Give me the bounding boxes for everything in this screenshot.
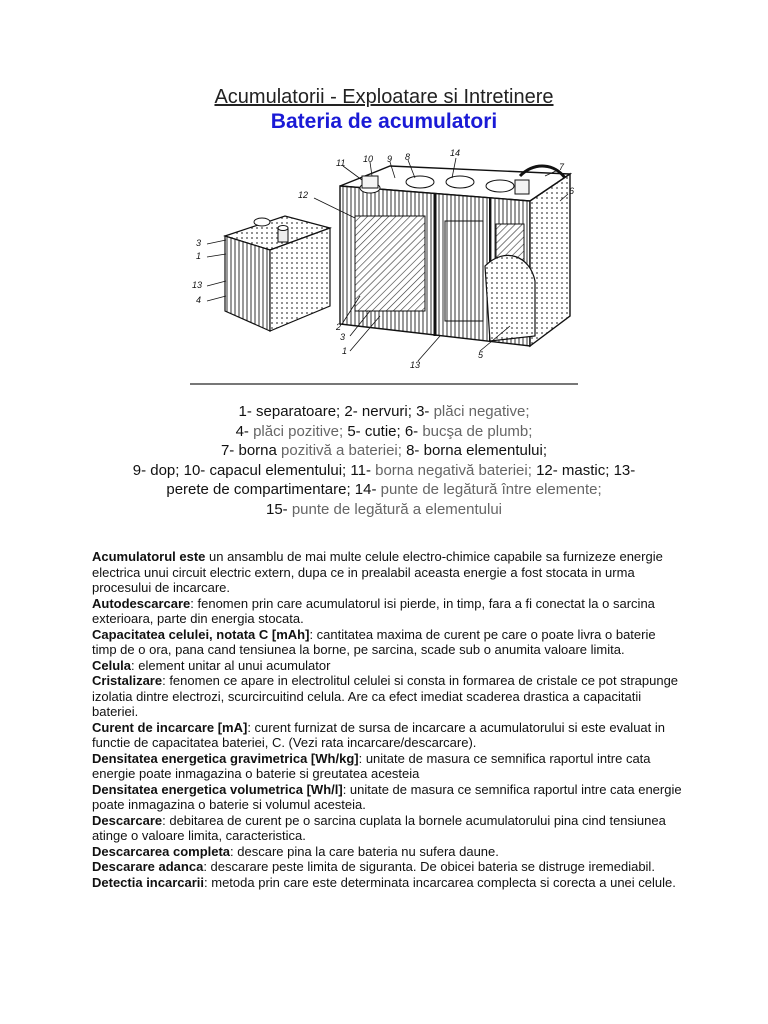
glossary-definition: : debitarea de curent pe o sarcina cuplata la bornele acumulatorului pina cind tensiunea atinge o valoare limita, caracteristica. [92, 812, 666, 843]
large-battery [340, 166, 570, 346]
glossary-entry [92, 673, 682, 720]
legend-segment: 7- borna [220, 442, 282, 459]
glossary-entry [92, 844, 682, 860]
glossary-definition: : element unitar al unui acumulator [131, 657, 331, 673]
glossary-definition: : cantitatea maxima de curent pe care o poate livra o baterie timp de o ora, pana cand tensiunea la borne, pe sarcina, scade sub o anumita valoare limita. [92, 626, 656, 657]
legend-segment: perete de compartimentare; 14- [166, 481, 381, 498]
glossary-term: Celula [92, 657, 132, 673]
legend-line [70, 441, 698, 461]
small-battery [225, 216, 330, 331]
glossary-definition: : descarare peste limita de siguranta. De obicei bateria se distruge iremediabil. [203, 859, 655, 874]
legend-line [70, 461, 698, 481]
glossary-entry [92, 658, 682, 674]
glossary [92, 549, 682, 890]
legend-line [70, 480, 698, 500]
legend-segment: borna negativă bateriei; [375, 461, 537, 479]
glossary-definition: : metoda prin care este determinata incarcarea complecta si corecta a unei celule. [204, 874, 676, 890]
callout-14: 14 [450, 148, 461, 158]
callout-2-bottom: 2 [336, 322, 342, 332]
callout-12: 12 [298, 190, 309, 200]
callout-8: 8 [405, 152, 411, 162]
glossary-entry [92, 596, 682, 627]
legend-line [70, 402, 698, 422]
legend-segment: bucşa de plumb; [422, 422, 533, 440]
glossary-definition: : unitate de masura ce semnifica raportul intre cata energie poate inmagazina o baterie si volumul acesteia. [92, 781, 682, 812]
legend-segment: 15- [265, 500, 292, 518]
glossary-definition: : descare pina la care bateria nu sufera daune. [230, 843, 499, 859]
callout-3-left: 3 [196, 238, 202, 248]
callout-13-bottom: 13 [410, 360, 421, 370]
glossary-term: Detectia incarcarii [92, 874, 205, 890]
glossary-definition: : curent furnizat de sursa de incarcare a acumulatorului si este evaluat in functie de capacitatea bateriei, C. (Vezi rata incarcare/descarcare). [92, 719, 665, 750]
callout-10: 10 [363, 154, 374, 164]
glossary-entry [92, 549, 682, 596]
legend-segment: punte de legătură a elementului [291, 500, 502, 518]
callout-7: 7 [559, 162, 565, 172]
callout-3-bottom: 3 [340, 332, 346, 342]
glossary-term: Acumulatorul este [92, 549, 206, 564]
battery-drawing [190, 146, 578, 386]
callout-1-left: 1 [196, 251, 202, 261]
legend-segment: 8- borna elementului; [406, 442, 548, 459]
callout-6: 6 [569, 186, 575, 196]
glossary-term: Curent de incarcare [mA] [92, 719, 248, 735]
page-title: Acumulatorii - Exploatare si Intretinere [214, 86, 554, 108]
glossary-entry [92, 875, 682, 891]
glossary-term: Capacitatea celulei, notata C [mAh] [92, 626, 310, 642]
legend-segment: punte de legătură între elemente; [380, 481, 602, 498]
glossary-entry [92, 720, 682, 751]
glossary-definition: un ansamblu de mai multe celule electro-chimice capabile sa furnizeze energie electrica unui circuit electric extern, dupa ce in prealabil aceasta energie a fost stocata in urma procesului de incarcare. [92, 549, 663, 595]
legend-segment: plăci pozitive; [253, 422, 348, 440]
page-subtitle: Bateria de acumulatori [270, 110, 498, 133]
legend-segment: pozitivă a bateriei; [281, 442, 407, 459]
legend-line [70, 422, 698, 442]
legend-segment: 12- mastic; 13- [536, 461, 636, 479]
glossary-entry [92, 782, 682, 813]
glossary-entry [92, 751, 682, 782]
callout-11: 11 [336, 158, 346, 168]
glossary-term: Densitatea energetica gravimetrica [Wh/kg] [92, 750, 359, 766]
callout-4-left: 4 [196, 295, 202, 305]
glossary-term: Descarare adanca [92, 859, 204, 874]
glossary-term: Descarcare [92, 812, 163, 828]
glossary-term: Descarcarea completa [92, 843, 231, 859]
glossary-definition: : fenomen ce apare in electrolitul celulei si consta in formarea de cristale ce pot strapunge izolatia dintre electrozi, scurcircuitind celula. Are ca efect imediat scaderea drastica a capacitatii bateriei. [92, 673, 679, 719]
glossary-entry [92, 627, 682, 658]
legend-segment: plăci negative; [433, 403, 530, 420]
callout-1-bottom: 1 [342, 346, 348, 356]
glossary-entry [92, 859, 682, 875]
legend-segment: 4- [235, 422, 254, 440]
legend-segment: 5- cutie; 6- [347, 422, 423, 440]
callout-13-left: 13 [192, 280, 203, 290]
callout-5: 5 [478, 350, 484, 360]
battery-illustration [190, 146, 578, 386]
legend-segment: 1- separatoare; 2- nervuri; 3- [238, 403, 434, 420]
glossary-definition: : fenomen prin care acumulatorul isi pierde, in timp, fara a fi conectat la o sarcina exterioara, parte din energia stocata. [92, 595, 655, 626]
glossary-entry [92, 813, 682, 844]
glossary-definition: : unitate de masura ce semnifica raportul intre cata energie poate inmagazina o baterie si greutatea acesteia [92, 750, 651, 781]
glossary-term: Autodescarcare [92, 595, 191, 611]
legend-segment: 9- dop; 10- capacul elementului; 11- [132, 461, 376, 479]
glossary-term: Cristalizare [92, 673, 163, 688]
figure-legend [70, 402, 698, 519]
legend-line [70, 500, 698, 520]
callout-9: 9 [387, 154, 393, 164]
glossary-term: Densitatea energetica volumetrica [Wh/l] [92, 781, 343, 797]
